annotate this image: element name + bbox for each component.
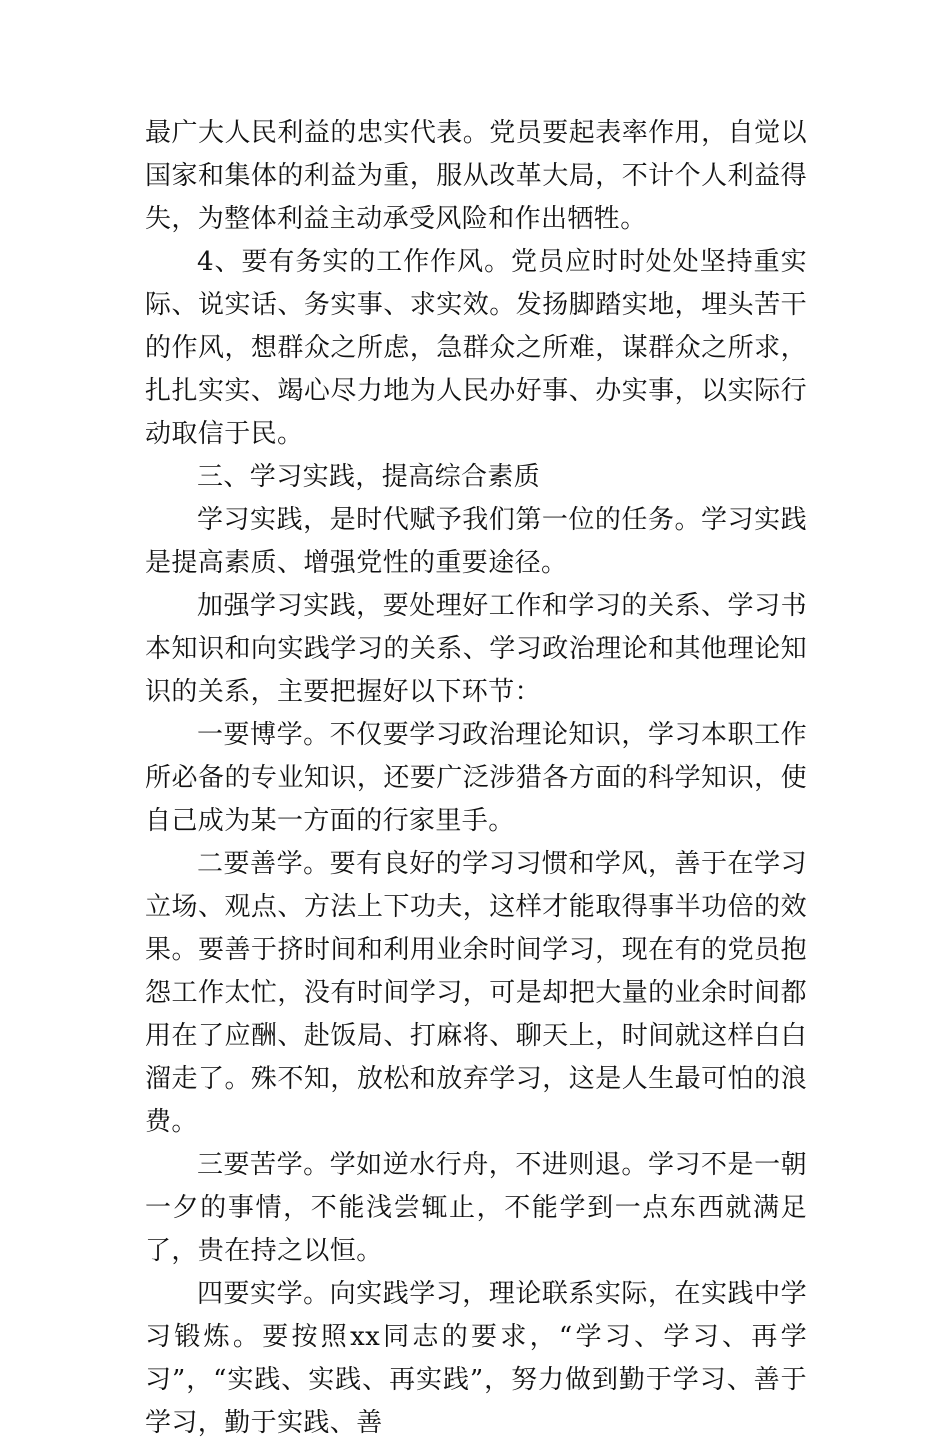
paragraph-4: 学习实践，是时代赋予我们第一位的任务。学习实践是提高素质、增强党性的重要途径。 (145, 505, 807, 578)
paragraph-7: 二要善学。要有良好的学习习惯和学风，善于在学习立场、观点、方法上下功夫，这样才能取得事半功倍的效果。要善于挤时间和利用业余时间学习，现在有的党员抱怨工作太忙，没有时间学习，可是却把大量的业余时间都用在了应酬、赴饭局、打麻将、聊天上，时间就这样白白溜走了。殊不知，放松和放弃学习，这是人生最可怕的浪费。 (145, 849, 807, 1137)
paragraph-9: 四要实学。向实践学习，理论联系实际，在实践中学习锻炼。要按照xx同志的要求，“学习、学习、再学习”，“实践、实践、再实践”，努力做到勤于学习、善于学习，勤于实践、善 (145, 1279, 807, 1438)
section-heading: 三、学习实践，提高综合素质 (197, 462, 541, 492)
paragraph-1: 最广大人民利益的忠实代表。党员要起表率作用，自觉以国家和集体的利益为重，服从改革大局，不计个人利益得失，为整体利益主动承受风险和作出牺牲。 (145, 118, 807, 234)
document-body (145, 112, 807, 1445)
paragraph-8: 三要苦学。学如逆水行舟，不进则退。学习不是一朝一夕的事情，不能浅尝辄止，不能学到一点东西就满足了，贵在持之以恒。 (145, 1150, 807, 1266)
paragraph-6: 一要博学。不仅要学习政治理论知识，学习本职工作所必备的专业知识，还要广泛涉猎各方面的科学知识，使自己成为某一方面的行家里手。 (145, 720, 807, 836)
paragraph-5: 加强学习实践，要处理好工作和学习的关系、学习书本知识和向实践学习的关系、学习政治理论和其他理论知识的关系，主要把握好以下环节： (145, 591, 807, 707)
paragraph-2: 4、要有务实的工作作风。党员应时时处处坚持重实际、说实话、务实事、求实效。发扬脚踏实地，埋头苦干的作风，想群众之所虑，急群众之所难，谋群众之所求，扎扎实实、竭心尽力地为人民办好事、办实事，以实际行动取信于民。 (145, 247, 807, 449)
